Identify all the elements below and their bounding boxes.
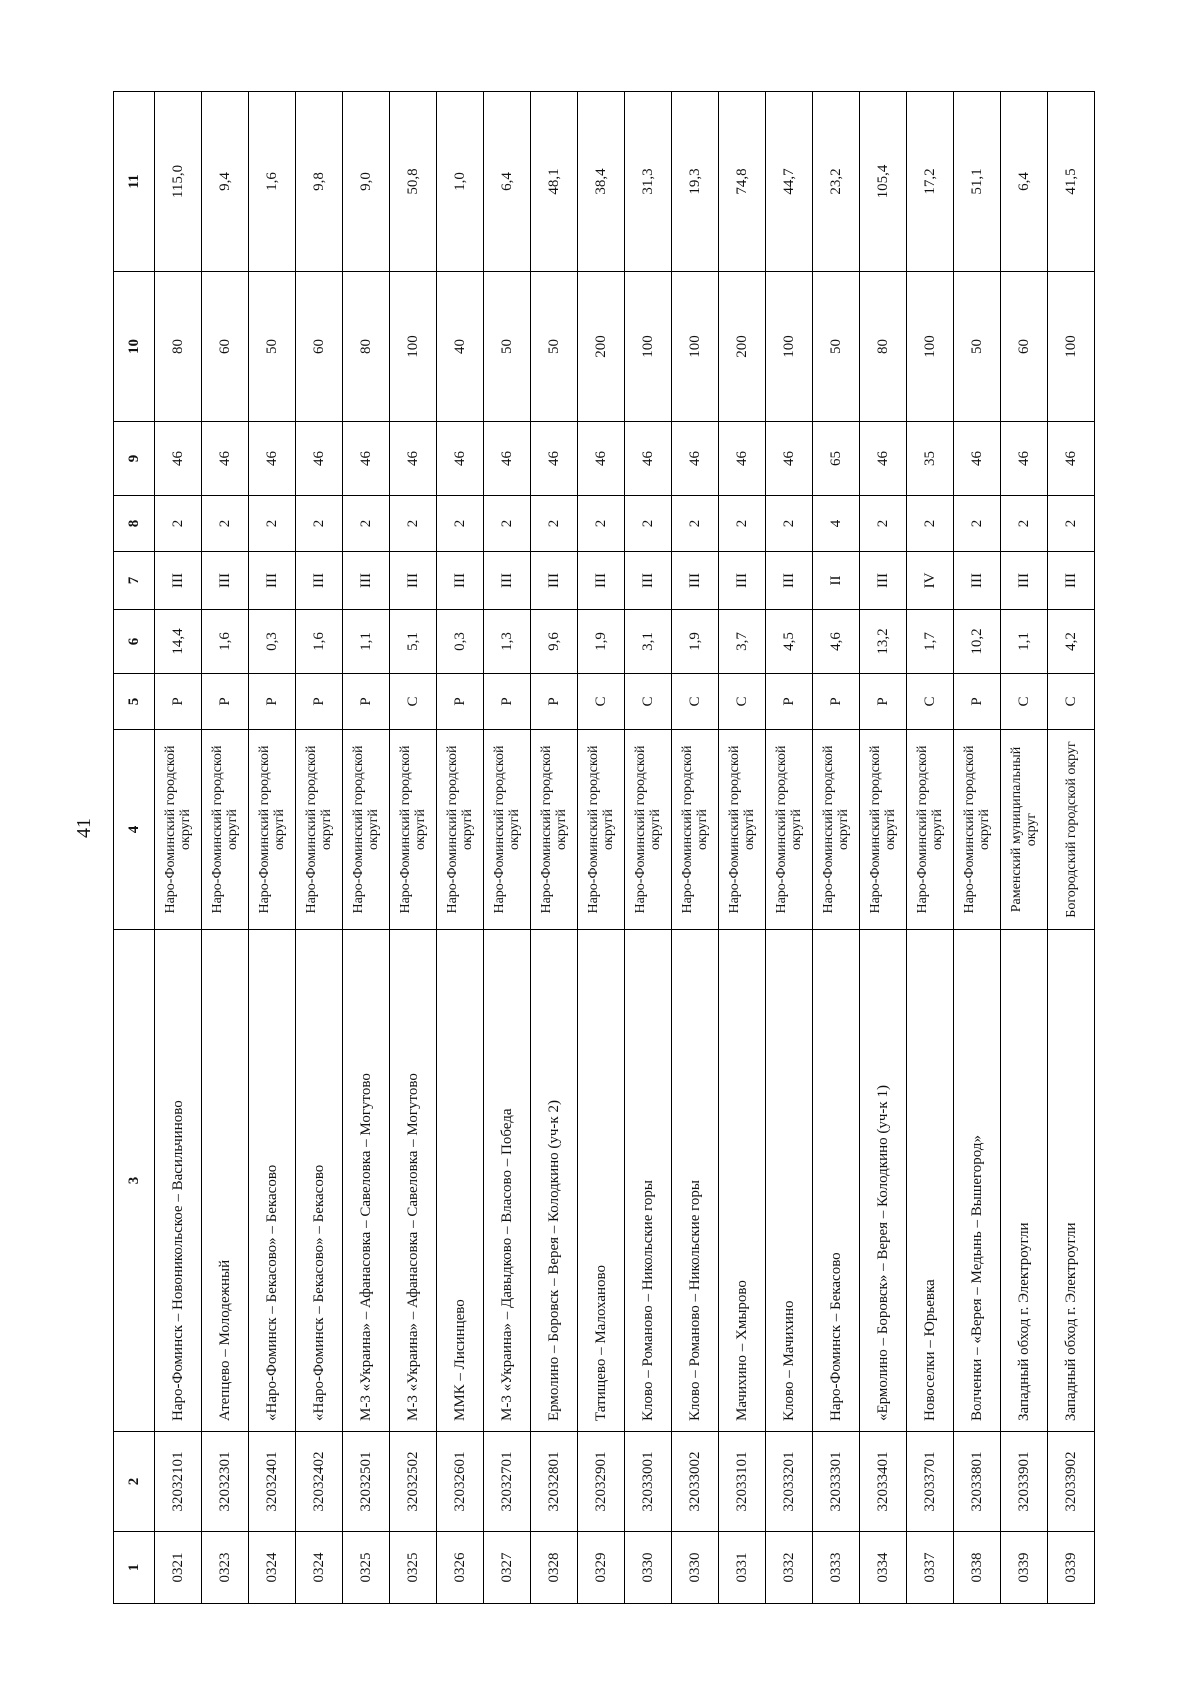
cell-col-11: 1,6 xyxy=(249,92,296,272)
cell-col-7: III xyxy=(437,552,484,610)
cell-col-3: «Ермолино – Боровск» – Верея – Колодкино (уч-к 1) xyxy=(860,930,907,1432)
table-row xyxy=(625,92,672,1604)
cell-col-10: 80 xyxy=(155,272,202,422)
cell-col-8: 2 xyxy=(296,496,343,552)
cell-col-4: Богородский городской округ xyxy=(1048,730,1095,930)
cell-col-8: 2 xyxy=(531,496,578,552)
cell-col-11: 17,2 xyxy=(907,92,954,272)
cell-col-2: 32032502 xyxy=(390,1432,437,1532)
cell-col-7: III xyxy=(860,552,907,610)
table-row xyxy=(907,92,954,1604)
cell-col-4: Наро-Фоминский городской округй xyxy=(343,730,390,930)
cell-col-3: Атепцево – Молодежный xyxy=(202,930,249,1432)
table-row xyxy=(155,92,202,1604)
cell-col-9: 46 xyxy=(954,422,1001,496)
cell-col-9: 46 xyxy=(766,422,813,496)
cell-col-3: Клово – Романово – Никольские горы xyxy=(625,930,672,1432)
cell-col-5: С xyxy=(719,674,766,730)
cell-col-7: III xyxy=(1048,552,1095,610)
cell-col-2: 32032301 xyxy=(202,1432,249,1532)
cell-col-2: 32033401 xyxy=(860,1432,907,1532)
cell-col-5: С xyxy=(1001,674,1048,730)
cell-col-6: 4,5 xyxy=(766,610,813,674)
column-header-8: 8 xyxy=(114,496,155,552)
cell-col-3: Западный обход г. Электроугли xyxy=(1001,930,1048,1432)
cell-col-9: 46 xyxy=(296,422,343,496)
page-number: 41 xyxy=(73,818,95,838)
cell-col-4: Раменский муниципальный округ xyxy=(1001,730,1048,930)
table-row xyxy=(437,92,484,1604)
cell-col-4: Наро-Фоминский городской округй xyxy=(860,730,907,930)
cell-col-8: 2 xyxy=(860,496,907,552)
cell-col-10: 100 xyxy=(390,272,437,422)
cell-col-4: Наро-Фоминский городской округй xyxy=(907,730,954,930)
cell-col-4: Наро-Фоминский городской округй xyxy=(954,730,1001,930)
cell-col-4: Наро-Фоминский городской округй xyxy=(155,730,202,930)
cell-col-1: 0323 xyxy=(202,1532,249,1604)
cell-col-5: С xyxy=(625,674,672,730)
cell-col-3: Клово – Мачихино xyxy=(766,930,813,1432)
table-row xyxy=(249,92,296,1604)
column-header-1: 1 xyxy=(114,1532,155,1604)
cell-col-5: С xyxy=(390,674,437,730)
cell-col-7: III xyxy=(766,552,813,610)
cell-col-10: 50 xyxy=(531,272,578,422)
cell-col-5: Р xyxy=(860,674,907,730)
cell-col-10: 50 xyxy=(954,272,1001,422)
cell-col-2: 32033701 xyxy=(907,1432,954,1532)
cell-col-10: 100 xyxy=(625,272,672,422)
cell-col-5: Р xyxy=(343,674,390,730)
cell-col-1: 0330 xyxy=(672,1532,719,1604)
cell-col-8: 2 xyxy=(390,496,437,552)
table-row xyxy=(390,92,437,1604)
cell-col-11: 6,4 xyxy=(1001,92,1048,272)
cell-col-3: Ермолино – Боровск – Верея – Колодкино (уч-к 2) xyxy=(531,930,578,1432)
cell-col-7: III xyxy=(1001,552,1048,610)
cell-col-4: Наро-Фоминский городской округй xyxy=(813,730,860,930)
cell-col-9: 46 xyxy=(578,422,625,496)
column-header-10: 10 xyxy=(114,272,155,422)
cell-col-10: 200 xyxy=(719,272,766,422)
cell-col-5: Р xyxy=(531,674,578,730)
table-body xyxy=(155,92,1095,1604)
cell-col-5: С xyxy=(578,674,625,730)
cell-col-9: 46 xyxy=(860,422,907,496)
cell-col-11: 6,4 xyxy=(484,92,531,272)
cell-col-1: 0332 xyxy=(766,1532,813,1604)
cell-col-1: 0326 xyxy=(437,1532,484,1604)
cell-col-4: Наро-Фоминский городской округй xyxy=(202,730,249,930)
cell-col-4: Наро-Фоминский городской округй xyxy=(437,730,484,930)
cell-col-4: Наро-Фоминский городской округй xyxy=(625,730,672,930)
cell-col-3: Наро-Фоминск – Бекасово xyxy=(813,930,860,1432)
cell-col-10: 40 xyxy=(437,272,484,422)
cell-col-4: Наро-Фоминский городской округй xyxy=(531,730,578,930)
cell-col-7: III xyxy=(249,552,296,610)
cell-col-6: 1,9 xyxy=(672,610,719,674)
cell-col-4: Наро-Фоминский городской округй xyxy=(484,730,531,930)
table-row xyxy=(813,92,860,1604)
cell-col-11: 31,3 xyxy=(625,92,672,272)
cell-col-6: 0,3 xyxy=(437,610,484,674)
table-row xyxy=(719,92,766,1604)
cell-col-10: 100 xyxy=(766,272,813,422)
cell-col-10: 200 xyxy=(578,272,625,422)
cell-col-5: Р xyxy=(766,674,813,730)
cell-col-7: III xyxy=(202,552,249,610)
column-header-11: 11 xyxy=(114,92,155,272)
cell-col-8: 2 xyxy=(766,496,813,552)
cell-col-7: III xyxy=(531,552,578,610)
cell-col-2: 32032701 xyxy=(484,1432,531,1532)
cell-col-6: 1,1 xyxy=(343,610,390,674)
cell-col-3: Волченки – «Верея – Медынь – Вышегород» xyxy=(954,930,1001,1432)
table-row xyxy=(954,92,1001,1604)
cell-col-10: 60 xyxy=(202,272,249,422)
cell-col-1: 0325 xyxy=(343,1532,390,1604)
cell-col-9: 46 xyxy=(343,422,390,496)
cell-col-10: 50 xyxy=(249,272,296,422)
table-row xyxy=(578,92,625,1604)
cell-col-10: 80 xyxy=(343,272,390,422)
table-row xyxy=(343,92,390,1604)
cell-col-6: 4,6 xyxy=(813,610,860,674)
cell-col-9: 46 xyxy=(531,422,578,496)
cell-col-10: 60 xyxy=(296,272,343,422)
cell-col-10: 100 xyxy=(907,272,954,422)
cell-col-4: Наро-Фоминский городской округй xyxy=(578,730,625,930)
cell-col-3: Новоселки – Юрьевка xyxy=(907,930,954,1432)
cell-col-11: 44,7 xyxy=(766,92,813,272)
cell-col-6: 9,6 xyxy=(531,610,578,674)
cell-col-9: 46 xyxy=(484,422,531,496)
cell-col-6: 1,3 xyxy=(484,610,531,674)
cell-col-6: 13,2 xyxy=(860,610,907,674)
column-header-3: 3 xyxy=(114,930,155,1432)
cell-col-4: Наро-Фоминский городской округй xyxy=(719,730,766,930)
cell-col-11: 74,8 xyxy=(719,92,766,272)
cell-col-2: 32032401 xyxy=(249,1432,296,1532)
cell-col-7: III xyxy=(954,552,1001,610)
cell-col-9: 46 xyxy=(437,422,484,496)
cell-col-6: 3,7 xyxy=(719,610,766,674)
cell-col-1: 0339 xyxy=(1001,1532,1048,1604)
cell-col-2: 32032402 xyxy=(296,1432,343,1532)
cell-col-2: 32033902 xyxy=(1048,1432,1095,1532)
cell-col-9: 46 xyxy=(202,422,249,496)
cell-col-8: 2 xyxy=(1048,496,1095,552)
cell-col-2: 32033101 xyxy=(719,1432,766,1532)
rotated-table-wrapper xyxy=(113,92,1091,1604)
cell-col-11: 38,4 xyxy=(578,92,625,272)
cell-col-7: III xyxy=(484,552,531,610)
cell-col-1: 0337 xyxy=(907,1532,954,1604)
cell-col-1: 0325 xyxy=(390,1532,437,1604)
cell-col-4: Наро-Фоминский городской округй xyxy=(672,730,719,930)
cell-col-7: III xyxy=(719,552,766,610)
cell-col-4: Наро-Фоминский городской округй xyxy=(249,730,296,930)
cell-col-2: 32032601 xyxy=(437,1432,484,1532)
cell-col-7: III xyxy=(155,552,202,610)
cell-col-3: М-3 «Украина» – Афанасовка – Савеловка – Могутово xyxy=(343,930,390,1432)
roads-table xyxy=(113,91,1095,1604)
cell-col-11: 48,1 xyxy=(531,92,578,272)
cell-col-8: 2 xyxy=(343,496,390,552)
cell-col-2: 32033001 xyxy=(625,1432,672,1532)
column-header-5: 5 xyxy=(114,674,155,730)
cell-col-7: III xyxy=(390,552,437,610)
cell-col-3: Мачихино – Хмырово xyxy=(719,930,766,1432)
cell-col-8: 2 xyxy=(1001,496,1048,552)
cell-col-11: 115,0 xyxy=(155,92,202,272)
cell-col-3: «Наро-Фоминск – Бекасово» – Бекасово xyxy=(296,930,343,1432)
cell-col-7: IV xyxy=(907,552,954,610)
cell-col-6: 0,3 xyxy=(249,610,296,674)
cell-col-8: 2 xyxy=(437,496,484,552)
cell-col-8: 2 xyxy=(954,496,1001,552)
cell-col-1: 0330 xyxy=(625,1532,672,1604)
cell-col-6: 1,1 xyxy=(1001,610,1048,674)
cell-col-6: 3,1 xyxy=(625,610,672,674)
table-row xyxy=(531,92,578,1604)
table-header-row xyxy=(114,92,155,1604)
cell-col-6: 1,7 xyxy=(907,610,954,674)
cell-col-11: 41,5 xyxy=(1048,92,1095,272)
cell-col-3: М-3 «Украина» – Давыдково – Власово – Победа xyxy=(484,930,531,1432)
cell-col-2: 32032901 xyxy=(578,1432,625,1532)
cell-col-10: 80 xyxy=(860,272,907,422)
cell-col-4: Наро-Фоминский городской округй xyxy=(766,730,813,930)
cell-col-8: 2 xyxy=(484,496,531,552)
table-row xyxy=(1048,92,1095,1604)
table-row xyxy=(766,92,813,1604)
cell-col-11: 50,8 xyxy=(390,92,437,272)
cell-col-5: Р xyxy=(484,674,531,730)
table-row xyxy=(202,92,249,1604)
cell-col-3: Татищево – Малоханово xyxy=(578,930,625,1432)
cell-col-1: 0321 xyxy=(155,1532,202,1604)
cell-col-11: 105,4 xyxy=(860,92,907,272)
cell-col-9: 65 xyxy=(813,422,860,496)
cell-col-9: 46 xyxy=(249,422,296,496)
cell-col-6: 1,6 xyxy=(202,610,249,674)
cell-col-8: 2 xyxy=(249,496,296,552)
cell-col-2: 32033301 xyxy=(813,1432,860,1532)
cell-col-2: 32032501 xyxy=(343,1432,390,1532)
table-row xyxy=(860,92,907,1604)
cell-col-10: 100 xyxy=(1048,272,1095,422)
cell-col-3: Наро-Фоминск – Новоникольское – Васильчиново xyxy=(155,930,202,1432)
cell-col-1: 0334 xyxy=(860,1532,907,1604)
cell-col-10: 50 xyxy=(813,272,860,422)
cell-col-10: 100 xyxy=(672,272,719,422)
cell-col-5: Р xyxy=(954,674,1001,730)
column-header-7: 7 xyxy=(114,552,155,610)
cell-col-1: 0328 xyxy=(531,1532,578,1604)
table-row xyxy=(296,92,343,1604)
cell-col-2: 32032101 xyxy=(155,1432,202,1532)
cell-col-9: 46 xyxy=(1048,422,1095,496)
cell-col-9: 46 xyxy=(155,422,202,496)
cell-col-2: 32032801 xyxy=(531,1432,578,1532)
cell-col-6: 5,1 xyxy=(390,610,437,674)
cell-col-5: С xyxy=(1048,674,1095,730)
cell-col-5: Р xyxy=(813,674,860,730)
column-header-2: 2 xyxy=(114,1432,155,1532)
cell-col-3: Западный обход г. Электроугли xyxy=(1048,930,1095,1432)
cell-col-4: Наро-Фоминский городской округй xyxy=(296,730,343,930)
cell-col-11: 9,8 xyxy=(296,92,343,272)
cell-col-6: 14,4 xyxy=(155,610,202,674)
cell-col-1: 0333 xyxy=(813,1532,860,1604)
cell-col-1: 0324 xyxy=(296,1532,343,1604)
cell-col-6: 4,2 xyxy=(1048,610,1095,674)
cell-col-10: 50 xyxy=(484,272,531,422)
cell-col-5: Р xyxy=(437,674,484,730)
cell-col-2: 32033002 xyxy=(672,1432,719,1532)
cell-col-11: 9,0 xyxy=(343,92,390,272)
cell-col-7: II xyxy=(813,552,860,610)
cell-col-6: 1,6 xyxy=(296,610,343,674)
cell-col-11: 51,1 xyxy=(954,92,1001,272)
cell-col-3: ММК – Лисинцево xyxy=(437,930,484,1432)
cell-col-9: 35 xyxy=(907,422,954,496)
cell-col-5: Р xyxy=(296,674,343,730)
cell-col-10: 60 xyxy=(1001,272,1048,422)
cell-col-11: 19,3 xyxy=(672,92,719,272)
cell-col-8: 2 xyxy=(202,496,249,552)
cell-col-8: 4 xyxy=(813,496,860,552)
cell-col-1: 0327 xyxy=(484,1532,531,1604)
cell-col-11: 1,0 xyxy=(437,92,484,272)
cell-col-3: Клово – Романово – Никольские горы xyxy=(672,930,719,1432)
cell-col-9: 46 xyxy=(390,422,437,496)
table-row xyxy=(672,92,719,1604)
cell-col-5: Р xyxy=(155,674,202,730)
cell-col-3: «Наро-Фоминск – Бекасово» – Бекасово xyxy=(249,930,296,1432)
cell-col-9: 46 xyxy=(719,422,766,496)
cell-col-11: 9,4 xyxy=(202,92,249,272)
cell-col-9: 46 xyxy=(625,422,672,496)
cell-col-1: 0331 xyxy=(719,1532,766,1604)
cell-col-7: III xyxy=(296,552,343,610)
cell-col-1: 0329 xyxy=(578,1532,625,1604)
cell-col-8: 2 xyxy=(907,496,954,552)
column-header-6: 6 xyxy=(114,610,155,674)
cell-col-8: 2 xyxy=(719,496,766,552)
cell-col-2: 32033201 xyxy=(766,1432,813,1532)
cell-col-7: III xyxy=(672,552,719,610)
column-header-4: 4 xyxy=(114,730,155,930)
column-header-9: 9 xyxy=(114,422,155,496)
cell-col-5: С xyxy=(907,674,954,730)
cell-col-1: 0324 xyxy=(249,1532,296,1604)
cell-col-4: Наро-Фоминский городской округй xyxy=(390,730,437,930)
table-row xyxy=(1001,92,1048,1604)
table-row xyxy=(484,92,531,1604)
cell-col-1: 0338 xyxy=(954,1532,1001,1604)
cell-col-3: М-3 «Украина» – Афанасовка – Савеловка – Могутово xyxy=(390,930,437,1432)
cell-col-2: 32033901 xyxy=(1001,1432,1048,1532)
cell-col-8: 2 xyxy=(625,496,672,552)
cell-col-7: III xyxy=(578,552,625,610)
cell-col-7: III xyxy=(343,552,390,610)
cell-col-6: 10,2 xyxy=(954,610,1001,674)
cell-col-9: 46 xyxy=(672,422,719,496)
cell-col-5: Р xyxy=(202,674,249,730)
cell-col-8: 2 xyxy=(672,496,719,552)
cell-col-6: 1,9 xyxy=(578,610,625,674)
cell-col-5: С xyxy=(672,674,719,730)
cell-col-5: Р xyxy=(249,674,296,730)
cell-col-1: 0339 xyxy=(1048,1532,1095,1604)
cell-col-8: 2 xyxy=(578,496,625,552)
cell-col-2: 32033801 xyxy=(954,1432,1001,1532)
cell-col-9: 46 xyxy=(1001,422,1048,496)
cell-col-7: III xyxy=(625,552,672,610)
cell-col-8: 2 xyxy=(155,496,202,552)
cell-col-11: 23,2 xyxy=(813,92,860,272)
